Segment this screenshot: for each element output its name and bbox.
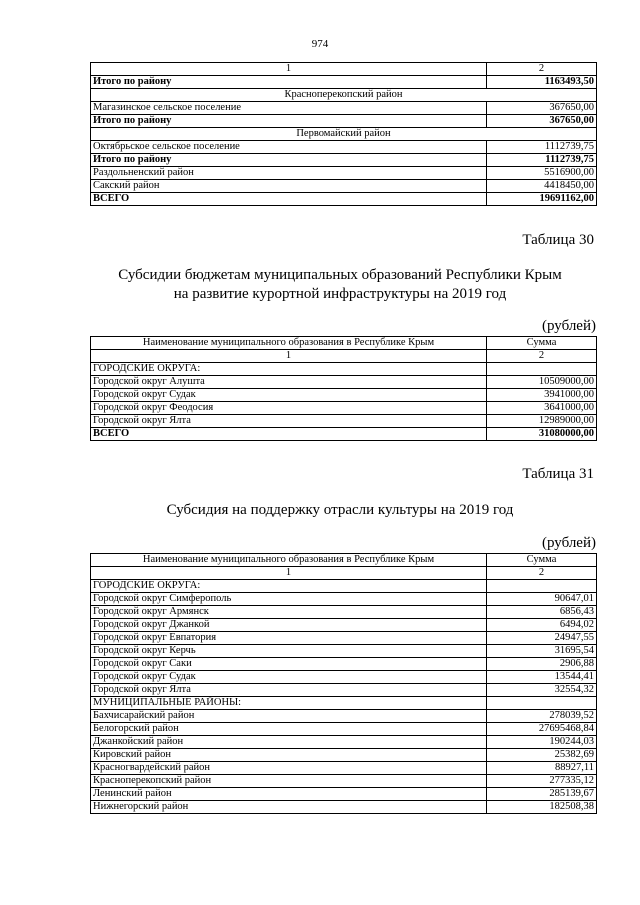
total-row xyxy=(91,154,597,167)
row-name: Сакский район xyxy=(91,180,487,193)
table-row xyxy=(91,141,597,154)
column-number: 2 xyxy=(487,350,597,363)
header-name: Наименование муниципального образования в Республике Крым xyxy=(91,554,487,567)
row-name: Городской округ Ялта xyxy=(91,415,487,428)
table-row xyxy=(91,376,597,389)
table-row xyxy=(91,402,597,415)
row-value: 1163493,50 xyxy=(487,76,597,89)
column-numbers-row xyxy=(91,567,597,580)
header-sum: Сумма xyxy=(487,554,597,567)
row-value: 285139,67 xyxy=(487,788,597,801)
header-row xyxy=(91,337,597,350)
row-name: Белогорский район xyxy=(91,723,487,736)
row-value xyxy=(487,697,597,710)
column-number: 1 xyxy=(91,350,487,363)
group-row xyxy=(91,580,597,593)
table-row xyxy=(91,671,597,684)
table30-label: Таблица 30 xyxy=(522,232,594,248)
row-name: Городской округ Ялта xyxy=(91,684,487,697)
row-name: Итого по району xyxy=(91,76,487,89)
row-value: 3641000,00 xyxy=(487,402,597,415)
column-number: 1 xyxy=(91,567,487,580)
row-value: 88927,11 xyxy=(487,762,597,775)
row-name: Городской округ Симферополь xyxy=(91,593,487,606)
column-numbers-row xyxy=(91,63,597,76)
row-name: ГОРОДСКИЕ ОКРУГА: xyxy=(91,363,487,376)
row-name: Итого по району xyxy=(91,154,487,167)
table-row xyxy=(91,658,597,671)
table-row xyxy=(91,710,597,723)
row-name: Городской округ Судак xyxy=(91,671,487,684)
header-name: Наименование муниципального образования в Республике Крым xyxy=(91,337,487,350)
table-row xyxy=(91,167,597,180)
table31 xyxy=(90,553,597,814)
table30 xyxy=(90,336,597,441)
row-name: Городской округ Алушта xyxy=(91,376,487,389)
row-value: 3941000,00 xyxy=(487,389,597,402)
column-number: 2 xyxy=(487,63,597,76)
row-name: Городской округ Керчь xyxy=(91,645,487,658)
row-value: 13544,41 xyxy=(487,671,597,684)
row-name: Нижнегорский район xyxy=(91,801,487,814)
table-row xyxy=(91,736,597,749)
row-value: 2906,88 xyxy=(487,658,597,671)
row-value: 31695,54 xyxy=(487,645,597,658)
row-value: 6494,02 xyxy=(487,619,597,632)
total-row xyxy=(91,193,597,206)
row-name: МУНИЦИПАЛЬНЫЕ РАЙОНЫ: xyxy=(91,697,487,710)
page-number: 974 xyxy=(311,38,329,50)
column-number: 1 xyxy=(91,63,487,76)
row-value: 278039,52 xyxy=(487,710,597,723)
row-value: 4418450,00 xyxy=(487,180,597,193)
table-row xyxy=(91,415,597,428)
row-value: 10509000,00 xyxy=(487,376,597,389)
total-row xyxy=(91,115,597,128)
table-row xyxy=(91,645,597,658)
row-value: 12989000,00 xyxy=(487,415,597,428)
row-name: Городской округ Джанкой xyxy=(91,619,487,632)
row-value xyxy=(487,580,597,593)
row-name: Бахчисарайский район xyxy=(91,710,487,723)
section-title: Первомайский район xyxy=(91,128,597,141)
column-numbers-row xyxy=(91,350,597,363)
table-continuation xyxy=(90,62,597,206)
table-row xyxy=(91,762,597,775)
row-value: 32554,32 xyxy=(487,684,597,697)
group-row xyxy=(91,697,597,710)
row-name: Джанкойский район xyxy=(91,736,487,749)
row-name: Городской округ Феодосия xyxy=(91,402,487,415)
table-row xyxy=(91,619,597,632)
row-name: ВСЕГО xyxy=(91,428,487,441)
table-row xyxy=(91,606,597,619)
total-row xyxy=(91,428,597,441)
row-value: 90647,01 xyxy=(487,593,597,606)
row-value xyxy=(487,363,597,376)
row-name: Городской округ Евпатория xyxy=(91,632,487,645)
table31-unit: (рублей) xyxy=(541,535,596,551)
table-row xyxy=(91,775,597,788)
row-value: 6856,43 xyxy=(487,606,597,619)
row-name: Итого по району xyxy=(91,115,487,128)
table-row xyxy=(91,389,597,402)
row-value: 19691162,00 xyxy=(487,193,597,206)
row-value: 1112739,75 xyxy=(487,154,597,167)
table31-label: Таблица 31 xyxy=(522,466,594,482)
row-name: Красноперекопский район xyxy=(91,775,487,788)
row-value: 5516900,00 xyxy=(487,167,597,180)
table30-title-line1: Субсидии бюджетам муниципальных образований Республики Крым xyxy=(118,267,562,283)
row-name: Октябрьское сельское поселение xyxy=(91,141,487,154)
header-sum: Сумма xyxy=(487,337,597,350)
row-value: 31080000,00 xyxy=(487,428,597,441)
table-row xyxy=(91,749,597,762)
row-value: 190244,03 xyxy=(487,736,597,749)
section-row xyxy=(91,128,597,141)
table30-title-line2: на развитие курортной инфраструктуры на 2019 год xyxy=(173,286,507,302)
row-value: 27695468,84 xyxy=(487,723,597,736)
table-row xyxy=(91,180,597,193)
row-value: 24947,55 xyxy=(487,632,597,645)
row-name: Городской округ Саки xyxy=(91,658,487,671)
table-row xyxy=(91,801,597,814)
row-name: ВСЕГО xyxy=(91,193,487,206)
table-row xyxy=(91,684,597,697)
row-name: Красногвардейский район xyxy=(91,762,487,775)
row-name: Магазинское сельское поселение xyxy=(91,102,487,115)
row-value: 25382,69 xyxy=(487,749,597,762)
row-name: Городской округ Армянск xyxy=(91,606,487,619)
table31-title: Субсидия на поддержку отрасли культуры на 2019 год xyxy=(166,502,514,518)
row-name: ГОРОДСКИЕ ОКРУГА: xyxy=(91,580,487,593)
row-name: Ленинский район xyxy=(91,788,487,801)
total-row xyxy=(91,76,597,89)
table-row xyxy=(91,632,597,645)
row-value: 277335,12 xyxy=(487,775,597,788)
row-value: 1112739,75 xyxy=(487,141,597,154)
section-row xyxy=(91,89,597,102)
table-row xyxy=(91,593,597,606)
table-row xyxy=(91,102,597,115)
row-value: 367650,00 xyxy=(487,102,597,115)
row-value: 182508,38 xyxy=(487,801,597,814)
column-number: 2 xyxy=(487,567,597,580)
section-title: Красноперекопский район xyxy=(91,89,597,102)
table-row xyxy=(91,723,597,736)
row-value: 367650,00 xyxy=(487,115,597,128)
group-row xyxy=(91,363,597,376)
row-name: Городской округ Судак xyxy=(91,389,487,402)
header-row xyxy=(91,554,597,567)
row-name: Раздольненский район xyxy=(91,167,487,180)
row-name: Кировский район xyxy=(91,749,487,762)
table-row xyxy=(91,788,597,801)
table30-unit: (рублей) xyxy=(541,318,596,334)
